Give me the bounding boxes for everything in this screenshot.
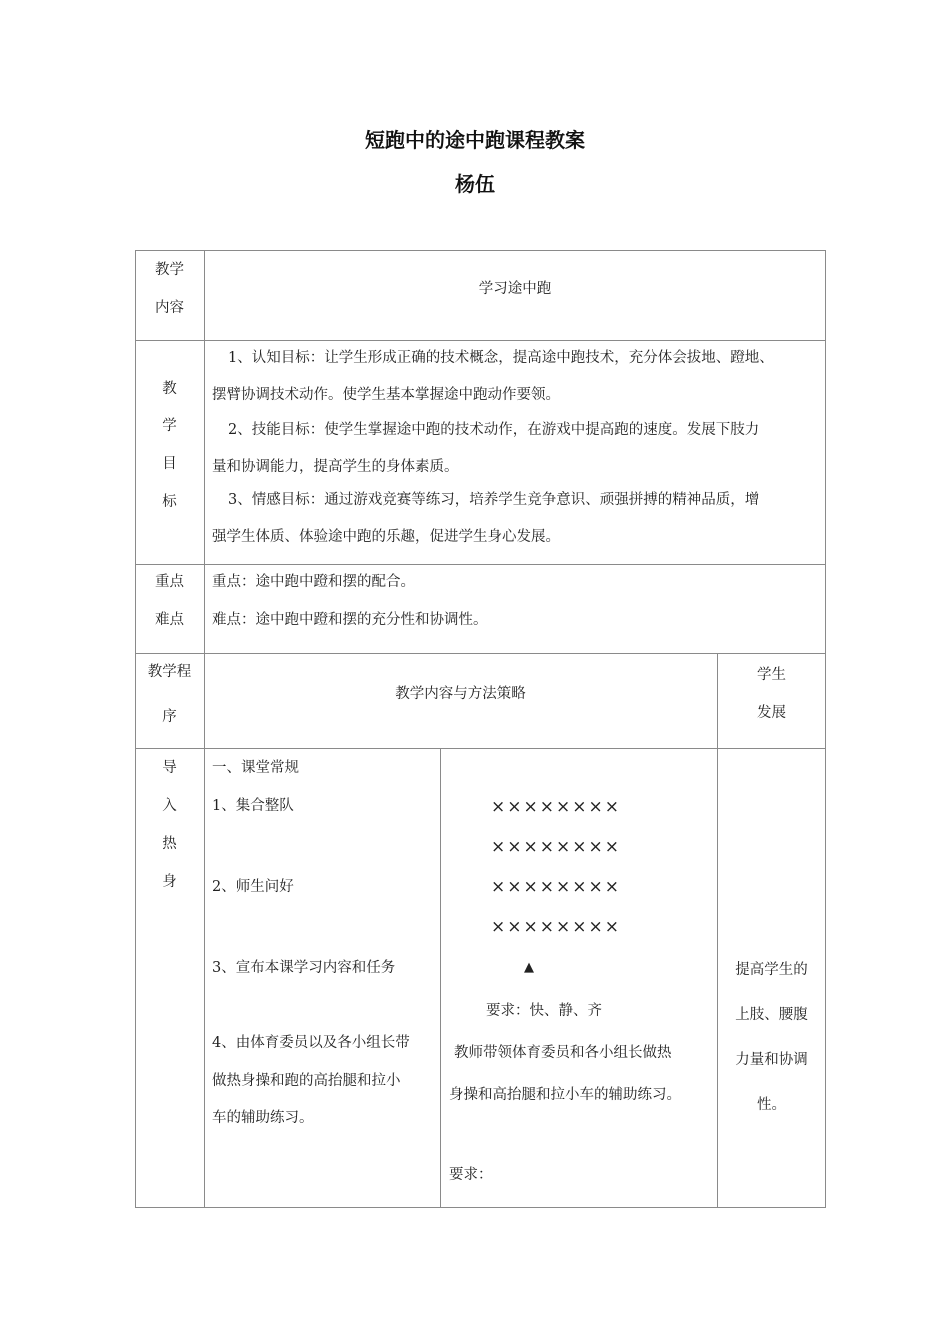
formation-row: ××××××××	[491, 917, 621, 937]
goal-skill-line1: 2、技能目标：使学生掌握途中跑的技术动作，在游戏中提高跑的速度。发展下肢力	[228, 422, 760, 438]
teaching-content-value: 学习途中跑	[478, 281, 552, 297]
goal-affective-line1: 3、情感目标：通过游戏竞赛等练习，培养学生竞争意识、顽强拼搏的精神品质，增	[228, 492, 760, 508]
method-line-2: 身操和高抬腿和拉小车的辅助练习。	[449, 1087, 681, 1103]
method-line-1: 教师带领体育委员和各小组长做热	[454, 1045, 672, 1061]
formation-row: ××××××××	[491, 877, 621, 897]
document-title: 短跑中的途中跑课程教案	[365, 128, 585, 152]
formation-row: ××××××××	[491, 797, 621, 817]
goal-cognitive-line1: 1、认知目标：让学生形成正确的技术概念，提高途中跑技术，充分体会拔地、蹬地、	[228, 350, 774, 366]
goal-skill-line2: 量和协调能力，提高学生的身体素质。	[212, 459, 459, 475]
goal-affective-line2: 强学生体质、体验途中跑的乐趣，促进学生身心发展。	[212, 529, 560, 545]
development-line: 提高学生的	[735, 962, 808, 978]
warmup-item-4-line1: 4、由体育委员以及各小组长带	[212, 1035, 410, 1051]
warmup-item-1: 1、集合整队	[212, 798, 294, 814]
warmup-section-title: 一、课堂常规	[212, 760, 299, 776]
header-procedure-2: 序	[162, 709, 177, 725]
row-divider	[135, 564, 826, 565]
difficulty-text: 难点：途中跑中蹬和摆的充分性和协调性。	[212, 612, 488, 628]
formation-row: ××××××××	[491, 837, 621, 857]
label-goals-char: 教	[162, 381, 177, 397]
header-procedure-1: 教学程	[147, 664, 192, 680]
row-divider	[135, 748, 826, 749]
column-divider	[204, 250, 205, 1208]
label-key-2: 难点	[155, 612, 184, 628]
goal-cognitive-line2: 摆臂协调技术动作。使学生基本掌握途中跑动作要领。	[212, 387, 560, 403]
label-teaching-content-2: 内容	[155, 300, 184, 316]
warmup-item-3: 3、宣布本课学习内容和任务	[212, 960, 396, 976]
header-development-2: 发展	[757, 705, 786, 721]
development-line: 力量和协调	[735, 1052, 808, 1068]
requirement-text-2: 要求：	[449, 1167, 493, 1183]
warmup-item-4-line2: 做热身操和跑的高抬腿和拉小	[212, 1073, 401, 1089]
column-divider	[717, 653, 718, 1208]
column-divider	[440, 748, 441, 1208]
label-goals-char: 学	[162, 418, 177, 434]
warmup-item-2: 2、师生问好	[212, 879, 294, 895]
development-line: 性。	[757, 1097, 786, 1113]
teacher-position-icon: ▲	[524, 960, 536, 975]
warmup-item-4-line3: 车的辅助练习。	[212, 1110, 314, 1126]
label-warmup-char: 入	[162, 798, 177, 814]
document-author: 杨伍	[455, 172, 495, 196]
header-development-1: 学生	[757, 667, 786, 683]
row-divider	[135, 653, 826, 654]
requirement-text-1: 要求：快、静、齐	[486, 1003, 602, 1019]
label-goals-char: 目	[162, 456, 177, 472]
label-goals-char: 标	[162, 494, 177, 510]
label-warmup-char: 导	[162, 760, 177, 776]
label-warmup-char: 身	[162, 874, 177, 890]
row-divider	[135, 340, 826, 341]
label-key-1: 重点	[155, 574, 184, 590]
label-teaching-content-1: 教学	[155, 262, 184, 278]
key-point-text: 重点：途中跑中蹬和摆的配合。	[212, 574, 415, 590]
development-line: 上肢、腰腹	[735, 1007, 808, 1023]
label-warmup-char: 热	[162, 836, 177, 852]
header-methods: 教学内容与方法策略	[395, 686, 526, 702]
